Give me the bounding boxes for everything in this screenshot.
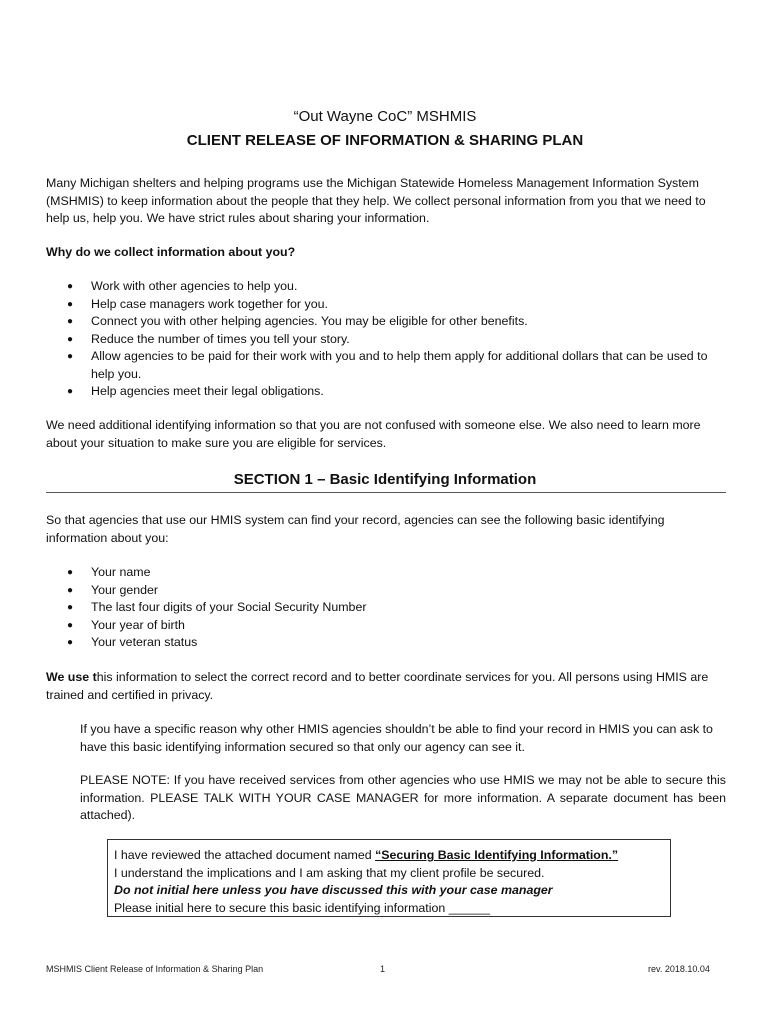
consent-warning: Do not initial here unless you have discussed this with your case manager [114,883,553,897]
page-title: “Out Wayne CoC” MSHMIS [293,108,477,125]
use-bold-text: We use t [46,670,97,684]
bullet-dot-icon: ● [67,333,74,345]
please-note-paragraph: PLEASE NOTE: If you have received services from other agencies who use HMIS we may not be able to secure this information. PLEASE TALK WITH YOUR CASE MANAGER for more information. A separate document has been attached). [80,773,726,822]
footer-document-name: MSHMIS Client Release of Information & Sharing Plan [46,964,264,974]
consent-line-1: I have reviewed the attached document named “Securing Basic Identifying Information.” [114,848,619,862]
section-divider [46,492,726,493]
list-item: ● Help case managers work together for you. [46,296,726,314]
page-subtitle: CLIENT RELEASE OF INFORMATION & SHARING PLAN [186,132,584,149]
initial-field[interactable]: Please initial here to secure this basic identifying information ______ [114,900,491,915]
list-item: ● Your gender [46,582,726,600]
identifying-info-list [46,564,726,652]
consent-line-2: I understand the implications and I am asking that my client profile be secured. [114,865,545,880]
bullet-dot-icon: ● [67,637,74,648]
bullet-dot-icon: ● [67,602,74,613]
list-item: ● Help agencies meet their legal obligations. [46,383,726,401]
list-item: ● Your year of birth [46,617,726,635]
intro-paragraph: Many Michigan shelters and helping programs use the Michigan Statewide Homeless Management Information System (MSHMIS) to keep information about the people that they help. We collect personal information from you that we need to help us, help you. We have strict rules about sharing your information. [46,176,706,225]
bullet-dot-icon: ● [67,298,74,310]
list-item: ● Your name [46,564,726,582]
footer-page-number: 1 [380,964,386,974]
bullet-dot-icon: ● [67,386,74,397]
list-item: ● Work with other agencies to help you. [46,278,726,296]
bullet-dot-icon: ● [67,584,74,596]
use-rest-text: his information to select the correct record and to better coordinate services for you. All persons using HMIS are trained and certified in privacy. [46,670,709,702]
closing-paragraph: We need additional identifying information so that you are not confused with someone else. We also need to learn more about your situation to make sure you are eligible for services. [46,418,701,450]
list-item: ● Reduce the number of times you tell your story. [46,331,726,349]
use-paragraph [46,669,726,704]
bullet-dot-icon: ● [67,316,74,327]
section-1-lead: So that agencies that use our HMIS system can find your record, agencies can see the following basic identifying information about you: [46,513,665,545]
document-name: “Securing Basic Identifying Information.” [375,848,619,862]
reasons-list [46,278,726,401]
section-1-heading: SECTION 1 – Basic Identifying Information [233,471,537,488]
footer-revision: rev. 2018.10.04 [648,964,710,974]
bullet-dot-icon: ● [67,619,74,631]
list-item: ● Connect you with other helping agencies. You may be eligible for other benefits. [46,313,726,331]
why-heading: Why do we collect information about you? [46,245,296,259]
list-item: ● The last four digits of your Social Security Number [46,599,726,617]
bullet-dot-icon: ● [67,351,74,362]
bullet-dot-icon: ● [67,281,74,292]
specific-reason-paragraph: If you have a specific reason why other HMIS agencies shouldn’t be able to find your record in HMIS you can ask to have this basic identifying information secured so that only our agency can see it. [80,722,713,754]
list-item: ● Allow agencies to be paid for their work with you and to help them apply for additional dollars that can be used to help you. [67,349,708,381]
list-item: ● Your veteran status [46,634,726,652]
consent-box [107,839,671,917]
bullet-dot-icon: ● [67,567,74,578]
